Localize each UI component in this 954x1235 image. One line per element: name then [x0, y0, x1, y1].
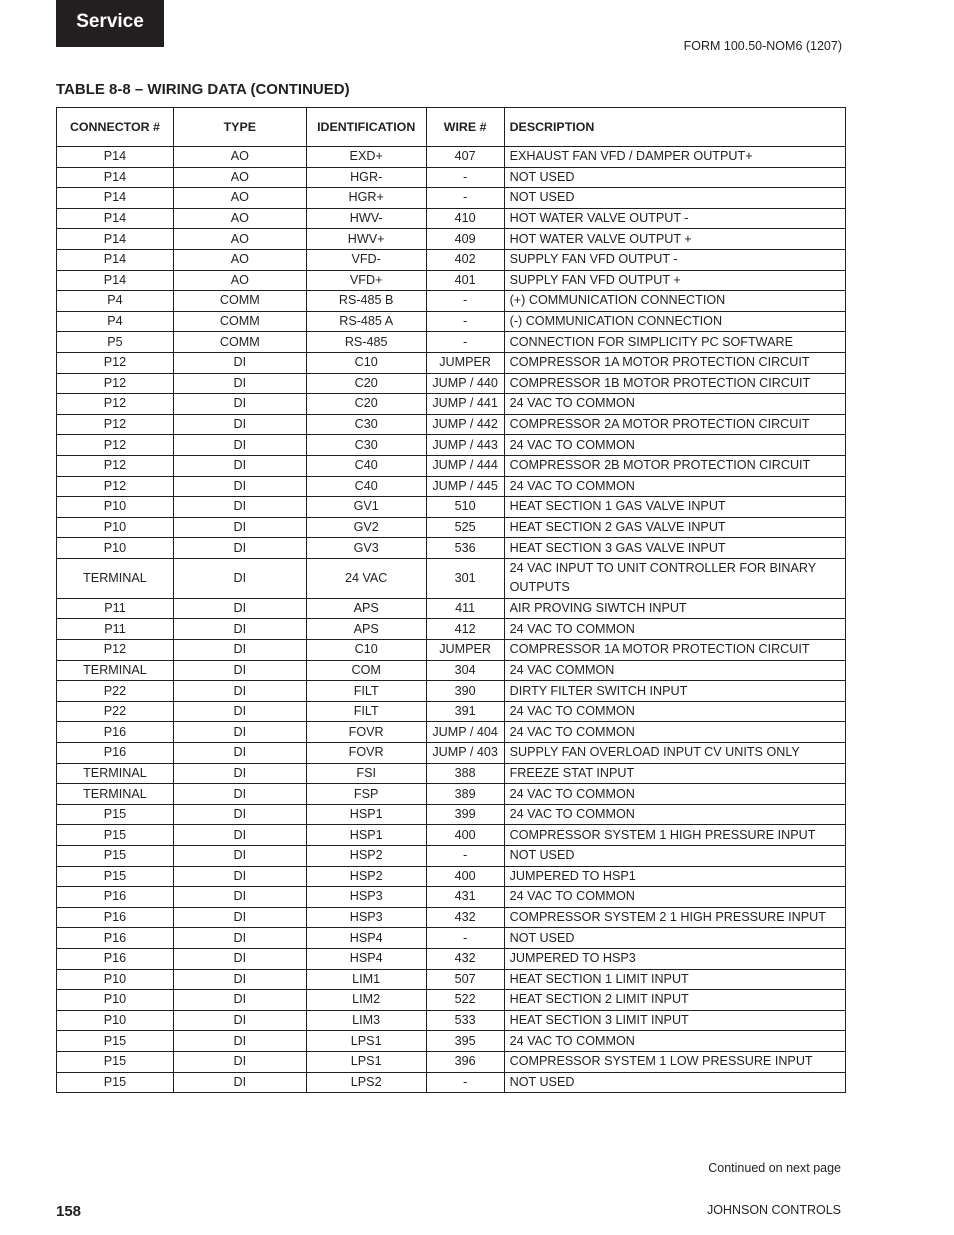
table-row [57, 147, 846, 168]
cell-type: DI [173, 866, 306, 887]
cell-identification: LPS1 [306, 1031, 426, 1052]
cell-identification: EXD+ [306, 147, 426, 168]
cell-description: COMPRESSOR 2A MOTOR PROTECTION CIRCUIT [504, 414, 845, 435]
cell-wire: - [426, 311, 504, 332]
cell-type: DI [173, 435, 306, 456]
cell-description: HEAT SECTION 3 GAS VALVE INPUT [504, 538, 845, 559]
cell-wire: 390 [426, 681, 504, 702]
cell-connector: P14 [57, 229, 174, 250]
cell-type: DI [173, 352, 306, 373]
cell-description: COMPRESSOR SYSTEM 1 LOW PRESSURE INPUT [504, 1051, 845, 1072]
cell-connector: P16 [57, 887, 174, 908]
form-number: FORM 100.50-NOM6 (1207) [683, 39, 842, 53]
table-row [57, 270, 846, 291]
cell-description: SUPPLY FAN VFD OUTPUT - [504, 249, 845, 270]
table-row [57, 1051, 846, 1072]
cell-type: DI [173, 497, 306, 518]
cell-identification: HSP3 [306, 887, 426, 908]
cell-connector: P12 [57, 414, 174, 435]
column-header-description: DESCRIPTION [504, 108, 845, 147]
cell-wire: 510 [426, 497, 504, 518]
cell-connector: P14 [57, 147, 174, 168]
cell-description: 24 VAC INPUT TO UNIT CONTROLLER FOR BINARY OUTPUTS [504, 558, 845, 598]
cell-description: EXHAUST FAN VFD / DAMPER OUTPUT+ [504, 147, 845, 168]
cell-identification: C40 [306, 476, 426, 497]
cell-description: 24 VAC TO COMMON [504, 804, 845, 825]
cell-type: DI [173, 660, 306, 681]
cell-description: 24 VAC TO COMMON [504, 435, 845, 456]
table-row [57, 804, 846, 825]
cell-type: DI [173, 825, 306, 846]
cell-connector: P10 [57, 497, 174, 518]
cell-type: COMM [173, 311, 306, 332]
cell-connector: P15 [57, 1051, 174, 1072]
table-row [57, 948, 846, 969]
table-row [57, 497, 846, 518]
table-row [57, 249, 846, 270]
table-row [57, 1031, 846, 1052]
cell-identification: GV3 [306, 538, 426, 559]
cell-connector: P14 [57, 249, 174, 270]
cell-description: NOT USED [504, 846, 845, 867]
cell-type: DI [173, 846, 306, 867]
cell-description: HEAT SECTION 2 LIMIT INPUT [504, 990, 845, 1011]
cell-identification: HSP2 [306, 846, 426, 867]
cell-description: 24 VAC TO COMMON [504, 784, 845, 805]
column-header-identification: IDENTIFICATION [306, 108, 426, 147]
cell-type: DI [173, 619, 306, 640]
cell-type: DI [173, 701, 306, 722]
cell-identification: C10 [306, 352, 426, 373]
cell-wire: - [426, 167, 504, 188]
cell-connector: P16 [57, 928, 174, 949]
column-header-wire: WIRE # [426, 108, 504, 147]
cell-connector: P16 [57, 948, 174, 969]
cell-wire: 410 [426, 208, 504, 229]
cell-connector: P12 [57, 352, 174, 373]
cell-wire: JUMP / 403 [426, 743, 504, 764]
table-row [57, 619, 846, 640]
cell-connector: P15 [57, 804, 174, 825]
cell-wire: - [426, 291, 504, 312]
table-row [57, 435, 846, 456]
cell-type: DI [173, 640, 306, 661]
cell-type: DI [173, 1031, 306, 1052]
cell-connector: P12 [57, 455, 174, 476]
cell-description: 24 VAC TO COMMON [504, 722, 845, 743]
table-row [57, 825, 846, 846]
table-row [57, 598, 846, 619]
cell-wire: 533 [426, 1010, 504, 1031]
cell-wire: 409 [426, 229, 504, 250]
cell-type: COMM [173, 291, 306, 312]
cell-type: COMM [173, 332, 306, 353]
wiring-data-table [56, 107, 846, 1093]
cell-connector: P14 [57, 208, 174, 229]
cell-identification: RS-485 B [306, 291, 426, 312]
cell-wire: 395 [426, 1031, 504, 1052]
cell-description: CONNECTION FOR SIMPLICITY PC SOFTWARE [504, 332, 845, 353]
cell-wire: 396 [426, 1051, 504, 1072]
cell-type: AO [173, 270, 306, 291]
cell-type: DI [173, 969, 306, 990]
cell-connector: P10 [57, 538, 174, 559]
cell-connector: P11 [57, 619, 174, 640]
table-row [57, 784, 846, 805]
cell-wire: JUMP / 445 [426, 476, 504, 497]
cell-connector: P15 [57, 1031, 174, 1052]
table-header-row [57, 108, 846, 147]
table-row [57, 887, 846, 908]
cell-identification: VFD+ [306, 270, 426, 291]
cell-identification: 24 VAC [306, 558, 426, 598]
cell-connector: P14 [57, 188, 174, 209]
cell-type: AO [173, 167, 306, 188]
cell-type: DI [173, 558, 306, 598]
cell-description: COMPRESSOR 1A MOTOR PROTECTION CIRCUIT [504, 640, 845, 661]
cell-identification: FSI [306, 763, 426, 784]
table-row [57, 722, 846, 743]
table-row [57, 640, 846, 661]
cell-description: (+) COMMUNICATION CONNECTION [504, 291, 845, 312]
cell-connector: P5 [57, 332, 174, 353]
cell-type: DI [173, 887, 306, 908]
cell-identification: C30 [306, 414, 426, 435]
cell-identification: C20 [306, 373, 426, 394]
cell-type: AO [173, 249, 306, 270]
cell-description: COMPRESSOR 1A MOTOR PROTECTION CIRCUIT [504, 352, 845, 373]
cell-identification: HSP4 [306, 928, 426, 949]
table-title: TABLE 8-8 – WIRING DATA (CONTINUED) [56, 81, 350, 98]
table-row [57, 1010, 846, 1031]
table-row [57, 907, 846, 928]
table-row [57, 311, 846, 332]
cell-wire: 389 [426, 784, 504, 805]
cell-connector: P14 [57, 167, 174, 188]
cell-type: DI [173, 743, 306, 764]
cell-wire: 412 [426, 619, 504, 640]
cell-wire: 400 [426, 825, 504, 846]
cell-connector: P15 [57, 866, 174, 887]
cell-description: NOT USED [504, 1072, 845, 1093]
cell-description: HEAT SECTION 1 GAS VALVE INPUT [504, 497, 845, 518]
cell-wire: 301 [426, 558, 504, 598]
cell-identification: HSP2 [306, 866, 426, 887]
table-row [57, 660, 846, 681]
cell-description: HEAT SECTION 3 LIMIT INPUT [504, 1010, 845, 1031]
cell-wire: 536 [426, 538, 504, 559]
cell-connector: P14 [57, 270, 174, 291]
cell-identification: FOVR [306, 722, 426, 743]
cell-identification: APS [306, 598, 426, 619]
cell-connector: P12 [57, 435, 174, 456]
cell-wire: 432 [426, 907, 504, 928]
page-number: 158 [56, 1203, 82, 1220]
cell-identification: RS-485 [306, 332, 426, 353]
cell-connector: P22 [57, 681, 174, 702]
cell-identification: HSP1 [306, 804, 426, 825]
cell-wire: JUMP / 441 [426, 394, 504, 415]
cell-description: JUMPERED TO HSP1 [504, 866, 845, 887]
cell-type: DI [173, 414, 306, 435]
cell-type: DI [173, 476, 306, 497]
table-row [57, 373, 846, 394]
cell-type: AO [173, 208, 306, 229]
table-row [57, 681, 846, 702]
table-row [57, 229, 846, 250]
cell-connector: P4 [57, 311, 174, 332]
cell-connector: P10 [57, 1010, 174, 1031]
cell-identification: HGR+ [306, 188, 426, 209]
cell-wire: 399 [426, 804, 504, 825]
cell-description: 24 VAC COMMON [504, 660, 845, 681]
cell-description: NOT USED [504, 167, 845, 188]
table-row [57, 743, 846, 764]
cell-identification: FILT [306, 701, 426, 722]
cell-type: DI [173, 907, 306, 928]
cell-wire: - [426, 188, 504, 209]
cell-description: HOT WATER VALVE OUTPUT - [504, 208, 845, 229]
cell-connector: P12 [57, 640, 174, 661]
cell-identification: LPS2 [306, 1072, 426, 1093]
cell-identification: HWV+ [306, 229, 426, 250]
cell-identification: HWV- [306, 208, 426, 229]
table-row [57, 414, 846, 435]
cell-connector: P16 [57, 907, 174, 928]
continued-note: Continued on next page [708, 1161, 841, 1175]
cell-type: DI [173, 804, 306, 825]
cell-type: AO [173, 147, 306, 168]
cell-type: DI [173, 373, 306, 394]
table-row [57, 538, 846, 559]
cell-wire: 304 [426, 660, 504, 681]
cell-identification: LIM3 [306, 1010, 426, 1031]
cell-type: DI [173, 763, 306, 784]
cell-description: COMPRESSOR SYSTEM 2 1 HIGH PRESSURE INPUT [504, 907, 845, 928]
cell-connector: P16 [57, 722, 174, 743]
table-row [57, 1072, 846, 1093]
cell-wire: - [426, 332, 504, 353]
cell-wire: 400 [426, 866, 504, 887]
cell-connector: P11 [57, 598, 174, 619]
cell-wire: 388 [426, 763, 504, 784]
table-row [57, 188, 846, 209]
table-row [57, 969, 846, 990]
cell-wire: 402 [426, 249, 504, 270]
table-row [57, 517, 846, 538]
cell-wire: 431 [426, 887, 504, 908]
cell-type: DI [173, 598, 306, 619]
cell-description: NOT USED [504, 928, 845, 949]
cell-identification: VFD- [306, 249, 426, 270]
cell-type: DI [173, 784, 306, 805]
table-row [57, 455, 846, 476]
cell-description: 24 VAC TO COMMON [504, 887, 845, 908]
table-row [57, 167, 846, 188]
cell-wire: 432 [426, 948, 504, 969]
cell-connector: P15 [57, 1072, 174, 1093]
cell-connector: TERMINAL [57, 558, 174, 598]
table-row [57, 866, 846, 887]
cell-type: DI [173, 394, 306, 415]
cell-identification: HGR- [306, 167, 426, 188]
table-row [57, 352, 846, 373]
cell-identification: COM [306, 660, 426, 681]
cell-type: DI [173, 455, 306, 476]
cell-identification: LPS1 [306, 1051, 426, 1072]
cell-description: HEAT SECTION 2 GAS VALVE INPUT [504, 517, 845, 538]
cell-type: AO [173, 188, 306, 209]
cell-wire: - [426, 846, 504, 867]
cell-description: 24 VAC TO COMMON [504, 701, 845, 722]
cell-wire: 407 [426, 147, 504, 168]
cell-connector: TERMINAL [57, 784, 174, 805]
cell-type: DI [173, 681, 306, 702]
cell-type: DI [173, 1072, 306, 1093]
table-row [57, 846, 846, 867]
cell-connector: TERMINAL [57, 763, 174, 784]
cell-connector: P12 [57, 476, 174, 497]
cell-wire: JUMP / 404 [426, 722, 504, 743]
cell-identification: C20 [306, 394, 426, 415]
table-row [57, 208, 846, 229]
cell-description: COMPRESSOR 2B MOTOR PROTECTION CIRCUIT [504, 455, 845, 476]
cell-identification: GV2 [306, 517, 426, 538]
cell-connector: P16 [57, 743, 174, 764]
cell-type: DI [173, 1010, 306, 1031]
cell-identification: HSP1 [306, 825, 426, 846]
table-row [57, 332, 846, 353]
table-body [57, 147, 846, 1093]
cell-connector: P22 [57, 701, 174, 722]
cell-wire: - [426, 1072, 504, 1093]
cell-identification: FSP [306, 784, 426, 805]
cell-connector: P10 [57, 990, 174, 1011]
cell-wire: JUMP / 440 [426, 373, 504, 394]
cell-identification: RS-485 A [306, 311, 426, 332]
cell-type: AO [173, 229, 306, 250]
cell-type: DI [173, 538, 306, 559]
table-row [57, 990, 846, 1011]
cell-wire: JUMP / 444 [426, 455, 504, 476]
table-row [57, 476, 846, 497]
cell-type: DI [173, 1051, 306, 1072]
cell-wire: JUMPER [426, 640, 504, 661]
cell-connector: P10 [57, 969, 174, 990]
cell-description: FREEZE STAT INPUT [504, 763, 845, 784]
cell-wire: 507 [426, 969, 504, 990]
cell-identification: C30 [306, 435, 426, 456]
cell-identification: LIM2 [306, 990, 426, 1011]
cell-identification: C40 [306, 455, 426, 476]
column-header-connector: CONNECTOR # [57, 108, 174, 147]
cell-wire: JUMP / 443 [426, 435, 504, 456]
table-row [57, 394, 846, 415]
cell-connector: P12 [57, 394, 174, 415]
cell-description: HOT WATER VALVE OUTPUT + [504, 229, 845, 250]
table-row [57, 558, 846, 598]
cell-identification: FOVR [306, 743, 426, 764]
cell-description: (-) COMMUNICATION CONNECTION [504, 311, 845, 332]
cell-identification: FILT [306, 681, 426, 702]
cell-description: 24 VAC TO COMMON [504, 619, 845, 640]
cell-wire: 411 [426, 598, 504, 619]
table-row [57, 291, 846, 312]
column-header-type: TYPE [173, 108, 306, 147]
cell-type: DI [173, 948, 306, 969]
cell-identification: APS [306, 619, 426, 640]
cell-description: DIRTY FILTER SWITCH INPUT [504, 681, 845, 702]
cell-type: DI [173, 990, 306, 1011]
cell-connector: P15 [57, 846, 174, 867]
cell-wire: 522 [426, 990, 504, 1011]
cell-identification: LIM1 [306, 969, 426, 990]
cell-description: COMPRESSOR SYSTEM 1 HIGH PRESSURE INPUT [504, 825, 845, 846]
cell-connector: P15 [57, 825, 174, 846]
cell-wire: 401 [426, 270, 504, 291]
cell-description: AIR PROVING SIWTCH INPUT [504, 598, 845, 619]
cell-identification: HSP3 [306, 907, 426, 928]
cell-description: 24 VAC TO COMMON [504, 1031, 845, 1052]
cell-wire: 525 [426, 517, 504, 538]
cell-description: COMPRESSOR 1B MOTOR PROTECTION CIRCUIT [504, 373, 845, 394]
table-row [57, 763, 846, 784]
company-name: JOHNSON CONTROLS [706, 1203, 841, 1217]
cell-wire: 391 [426, 701, 504, 722]
cell-description: JUMPERED TO HSP3 [504, 948, 845, 969]
cell-type: DI [173, 722, 306, 743]
table-row [57, 701, 846, 722]
cell-connector: P4 [57, 291, 174, 312]
cell-wire: JUMP / 442 [426, 414, 504, 435]
cell-description: SUPPLY FAN OVERLOAD INPUT CV UNITS ONLY [504, 743, 845, 764]
cell-type: DI [173, 928, 306, 949]
section-tab: Service [56, 0, 164, 47]
cell-description: NOT USED [504, 188, 845, 209]
cell-connector: P12 [57, 373, 174, 394]
cell-description: 24 VAC TO COMMON [504, 394, 845, 415]
cell-description: HEAT SECTION 1 LIMIT INPUT [504, 969, 845, 990]
cell-identification: C10 [306, 640, 426, 661]
cell-identification: GV1 [306, 497, 426, 518]
cell-connector: P10 [57, 517, 174, 538]
table-row [57, 928, 846, 949]
cell-type: DI [173, 517, 306, 538]
cell-connector: TERMINAL [57, 660, 174, 681]
cell-description: 24 VAC TO COMMON [504, 476, 845, 497]
cell-wire: - [426, 928, 504, 949]
cell-wire: JUMPER [426, 352, 504, 373]
cell-identification: HSP4 [306, 948, 426, 969]
cell-description: SUPPLY FAN VFD OUTPUT + [504, 270, 845, 291]
